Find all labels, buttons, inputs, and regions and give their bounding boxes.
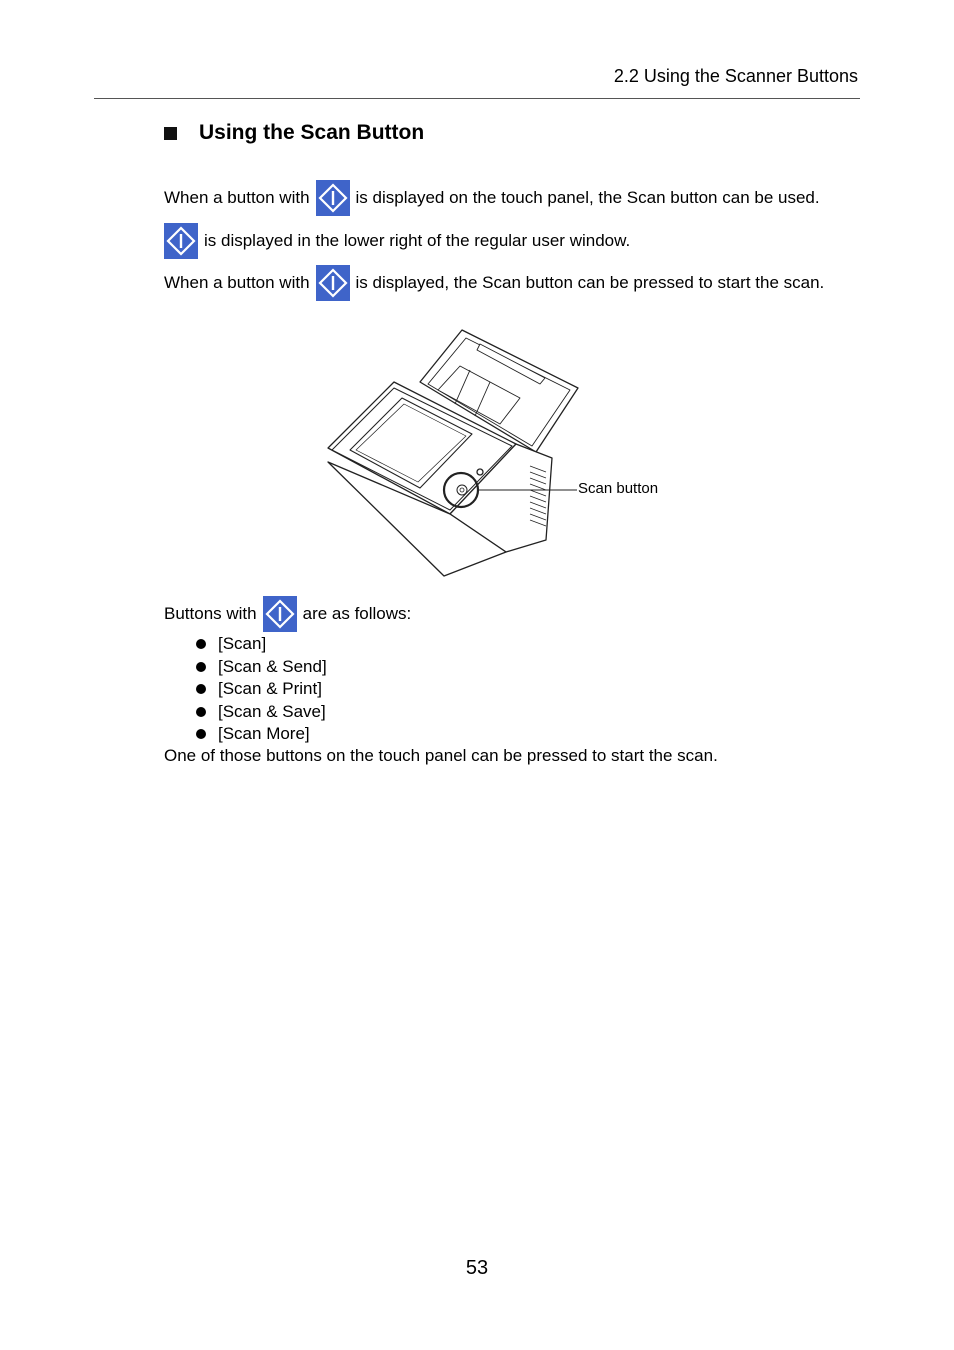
scan-start-icon bbox=[263, 596, 297, 632]
p1-text-after: is displayed on the touch panel, the Scan button can be used. bbox=[355, 188, 820, 207]
scan-start-icon bbox=[164, 223, 198, 259]
buttons-intro bbox=[164, 596, 411, 632]
list-item: [Scan & Save] bbox=[196, 701, 327, 724]
bullet-dot-icon bbox=[196, 729, 206, 739]
section-heading bbox=[164, 118, 424, 148]
section-title: Using the Scan Button bbox=[199, 121, 425, 144]
list-item: [Scan & Print] bbox=[196, 678, 327, 701]
p2-text-after: is displayed in the lower right of the regular user window. bbox=[204, 231, 631, 250]
p3-text-after: is displayed, the Scan button can be pressed to start the scan. bbox=[355, 273, 825, 292]
closing-paragraph: One of those buttons on the touch panel can be pressed to start the scan. bbox=[164, 746, 718, 765]
running-header: 2.2 Using the Scanner Buttons bbox=[613, 66, 858, 86]
scanner-illustration bbox=[320, 326, 680, 582]
scan-button-list bbox=[196, 633, 327, 746]
p3-text-before: When a button with bbox=[164, 273, 310, 292]
scan-button-callout: Scan button bbox=[578, 480, 659, 497]
buttons-intro-after: are as follows: bbox=[302, 604, 412, 623]
header-rule bbox=[94, 98, 860, 99]
bullet-dot-icon bbox=[196, 639, 206, 649]
p1-text-before: When a button with bbox=[164, 188, 310, 207]
page-number: 53 bbox=[465, 1257, 489, 1279]
scan-start-icon bbox=[316, 180, 350, 216]
paragraph-3 bbox=[164, 265, 824, 301]
list-item: [Scan & Send] bbox=[196, 656, 327, 679]
square-bullet-icon bbox=[164, 127, 177, 140]
list-item: [Scan] bbox=[196, 633, 327, 656]
bullet-dot-icon bbox=[196, 684, 206, 694]
scan-start-icon bbox=[316, 265, 350, 301]
paragraph-2 bbox=[164, 223, 630, 259]
bullet-dot-icon bbox=[196, 707, 206, 717]
list-item: [Scan More] bbox=[196, 723, 327, 746]
bullet-dot-icon bbox=[196, 662, 206, 672]
buttons-intro-before: Buttons with bbox=[164, 604, 257, 623]
paragraph-1 bbox=[164, 180, 820, 216]
